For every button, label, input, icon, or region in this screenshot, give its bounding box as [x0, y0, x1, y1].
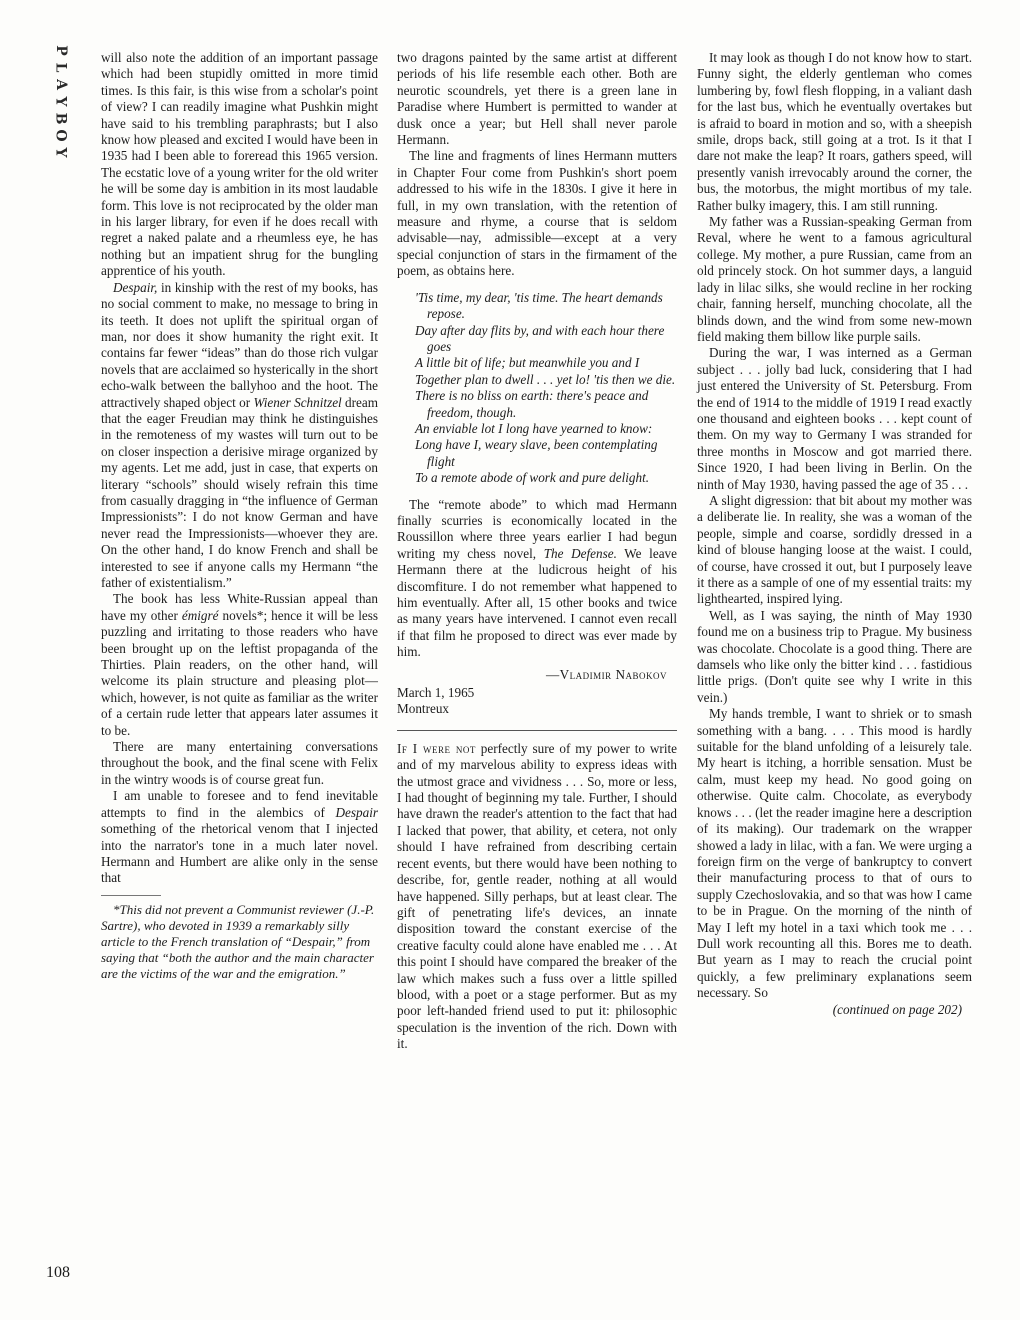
poem-line: To a remote abode of work and pure delight. — [415, 470, 650, 486]
continued-note: (continued on page 202) — [832, 1001, 962, 1017]
emphasis: émigré — [181, 607, 219, 623]
paragraph-text: novels*; hence it will be less puzzling and irritating to those readers who have been brought up on the leftist propaganda of the Thirties. Plain readers, on the other hand, will welcome its plain structure and pleasing plot—which, however, is not quite as familiar as the writer of a certain rude letter that appears later assumes it to be. — [101, 607, 379, 738]
section-divider — [397, 730, 677, 731]
emphasis: Wiener Schnitzel — [253, 394, 342, 410]
poem-line: Together plan to dwell . . . yet lo! 'tis then we die. — [415, 371, 676, 387]
masthead — [52, 42, 68, 161]
paragraph-text: something of the rhetorical venom that I injected into the narrator's tone in a much later novel. Hermann and Humbert are alike only in the sense that — [101, 821, 378, 886]
poem-line: A little bit of life; but meanwhile you and I — [415, 355, 640, 371]
paragraph: My father was a Russian-speaking German from Reval, where he went to a famous agricultural college. My mother, a pure Russian, came from an old princely stock. On hot summer days, a languid lady in lilac silks, she would recline in her rocking chair, fanning herself, munching chocolate, all the blinds down, and the wind from some new-mown field making them billow like purple sails. — [697, 214, 972, 344]
paragraph: During the war, I was interned as a German subject . . . jolly bad luck, considering that I had just entered the University of St. Petersburg. From the end of 1914 to the middle of 1919 I read exactly one thousand and eighteen books . . . kept count of them. On my way to Germany I was stranded for three months in Moscow and got married there. Since 1920, I had been living in Berlin. On the ninth of May 1930, having passed the age of 35 . . . — [697, 345, 972, 492]
poem-line: There is no bliss on earth: there's peace and freedom, though. — [415, 388, 649, 420]
page-number: 108 — [46, 1264, 70, 1281]
masthead-letter: O — [52, 129, 69, 142]
masthead-letter: P — [52, 45, 69, 56]
paragraph-text: in kinship with the rest of my books, has no social comment to make, no message to bring in its teeth. It does not uplift the spiritual organ of man, nor does it show humanity the right exit. It contains far fewer “ideas” than do those rich vulgar novels that are acclaimed so hysterically in the short echo-walk between the ballyhoo and the hoot. The attractively shaped object or — [101, 279, 378, 410]
paragraph: The line and fragments of lines Hermann mutters in Chapter Four come from Pushkin's short poem addressed to his wife in the 1830s. I give it here in full, in my own translation, with the retention of measure and rhyme, a course that is seldom advisable—nay, admissible—except at a very special conjunction of stars in the firmament of the poem, as obtains here. — [397, 148, 677, 279]
poem-line: 'Tis time, my dear, 'tis time. The heart demands repose. — [415, 289, 663, 322]
masthead-letter: B — [52, 112, 69, 125]
paragraph: It may look as though I do not know how to start. Funny sight, the elderly gentleman who comes lumbering by, fowl flesh flopping, in a valiant dash for the last bus, which he eventually overtakes but is afraid to board in motion and so, with a sheepish smile, drops back, still going at a trot. Is it that I dare not make the leap? It roars, gathers speed, will presently vanish irrevocably around the corner, the bus, the motorbus, the might mortibus of my tale. Rather bulky imagery, this. I am still running. — [697, 50, 972, 213]
column-2 — [397, 50, 677, 1053]
lead-in: If I were not — [397, 740, 476, 756]
masthead-letter: L — [52, 62, 69, 73]
footnote: *This did not prevent a Communist reviewer (J.-P. Sartre), who devoted in 1939 a remarkably silly article to the French translation of “Despair,” from saying that “both the author and the main character are the victims of the war and the emigration.” — [101, 901, 375, 981]
chapter-opening — [397, 741, 677, 1053]
poem-line: Day after day flits by, and with each hour there goes — [415, 322, 665, 354]
paragraph-text: I am unable to foresee and to fend inevitable attempts to find in the alembics of — [101, 788, 378, 820]
column-1 — [101, 50, 378, 982]
book-title: The Defense. — [543, 545, 617, 561]
paragraph-text: We leave Hermann there at the ludicrous height of his discomfiture. I do not remember what happened to him eventually. After all, 15 other books and twice as many years have intervened. I cannot even recall if that film he proposed to direct was ever made by him. — [397, 545, 677, 660]
masthead-letter: Y — [52, 147, 69, 158]
footnote-rule — [101, 895, 161, 896]
masthead-letter: Y — [52, 96, 69, 107]
paragraph-text: perfectly sure of my power to write and of my marvelous ability to express ideas with the utmost grace and vividness . . . So, more or less, I had thought of beginning my tale. Further, I should have drawn the reader's attention to the fact that had I lacked that power, that ability, et cetera, not only should I have refrained from describing certain recent events, but there would have been nothing to describe, for, gentle reader, nothing at all would have happened. Silly perhaps, but at least clear. The gift of penetrating life's devices, an innate disposition toward the constant exercise of the creative faculty could alone have enabled me . . . At this point I should have compared the breaker of the law which makes such a fuss over a little spilled blood, with a poet or a stage performer. But as my poor left-handed friend used to put it: philosophic speculation is the invention of the rich. Down with it. — [397, 740, 677, 1052]
paragraph: will also note the addition of an important passage which had been stupidly omitted in more timid times. Is this fair, is this wise from a scholar's point of view? I can readily imagine what Pushkin might have said to his trembling paraphrasts; but I also know how pleased and excited I would have been in 1935 had I been able to foreread this 1965 version. The ecstatic love of a young writer for the old writer he will be some day is ambition in its most laudable form. This love is not reciprocated by the older man in his larger library, for even if he does recall with regret a naked palate and a rheumless eye, he has nothing but an impatient shrug for the bungling apprentice of his youth. — [101, 50, 378, 279]
paragraph — [101, 280, 378, 592]
book-title: Despair, — [113, 279, 158, 295]
paragraph-text: The “remote abode” to which mad Hermann finally scurries is economically located in the Roussillon where three years earlier I had begun writing my chess novel, — [397, 496, 677, 561]
book-title: Despair — [335, 804, 378, 820]
paragraph — [101, 788, 378, 886]
poem — [415, 290, 677, 487]
paragraph-text: dream that the eager Freudian may think he distinguishes in the remoteness of my wastes will turn out to be on closer inspection a derisive mirage organized by my agents. Let me add, just in case, that experts on literary “schools” should wisely refrain this time from casually dragging in “the influence of German Impressionists”: I do not know German and have never read the Impressionists—whoever they are. On the other hand, I do know French and shall be interested to see if anyone calls my Hermann “the father of existentialism.” — [101, 394, 379, 590]
column-3 — [697, 50, 972, 1018]
paragraph: There are many entertaining conversations throughout the book, and the final scene with Felix in the wintry woods is of course great fun. — [101, 739, 378, 787]
author-signature: —Vladimir Nabokov — [545, 666, 667, 682]
dateline-place: Montreux — [397, 701, 450, 717]
paragraph-text: The book has less White-Russian appeal than have my other — [101, 591, 378, 623]
paragraph: Well, as I was saying, the ninth of May 1930 found me on a business trip to Prague. My business was chocolate. Chocolate is a good thing. There are damsels who like only the bitter kind . . . fastidious little prigs. (Don't quite see why I write in this vein.) — [697, 607, 972, 705]
paragraph: two dragons painted by the same artist at different periods of his life resemble each other. Both are neurotic scoundrels, yet there is a green lane in Paradise where Humbert is permitted to wander at dusk once a year; but Hell shall never parole Hermann. — [397, 50, 677, 148]
paragraph: A slight digression: that bit about my mother was a deliberate lie. In reality, she was a woman of the people, simple and coarse, sordidly dressed in a kind of blouse hanging loose at the waist. I could, of course, have crossed it out, but I purposely leave it there as a sample of one of my essential traits: my lighthearted, inspired lying. — [697, 492, 972, 607]
poem-line: An enviable lot I long have yearned to know: — [415, 420, 653, 436]
paragraph — [397, 497, 677, 661]
paragraph: My hands tremble, I want to shriek or to smash something with a bang. . . . This mood is hardly suitable for the bland unfolding of a leisurely tale. My heart is itching, a horrible sensation. Must be calm, must keep my head. No good going on otherwise. Quite calm. Chocolate, as everybody knows . . . (let the reader imagine here a description of its making). Our trademark on the wrapper showed a lady in lilac, with a fan. We were urging a foreign firm on the verge of bankruptcy to convert their manufacturing process to that of ours to supply Czechoslovakia, and so that was how I came to be in Prague. On the morning of the ninth of May I left my hotel in a taxi which took me . . . Dull work recounting all this. Bores me to death. But yearn as I may to reach the crucial point quickly, a few preliminary explanations seem necessary. So — [697, 706, 972, 1001]
masthead-letter: A — [52, 79, 69, 90]
poem-line: Long have I, weary slave, been contemplating flight — [415, 437, 658, 469]
paragraph — [101, 591, 378, 739]
dateline-date: March 1, 1965 — [397, 685, 475, 701]
